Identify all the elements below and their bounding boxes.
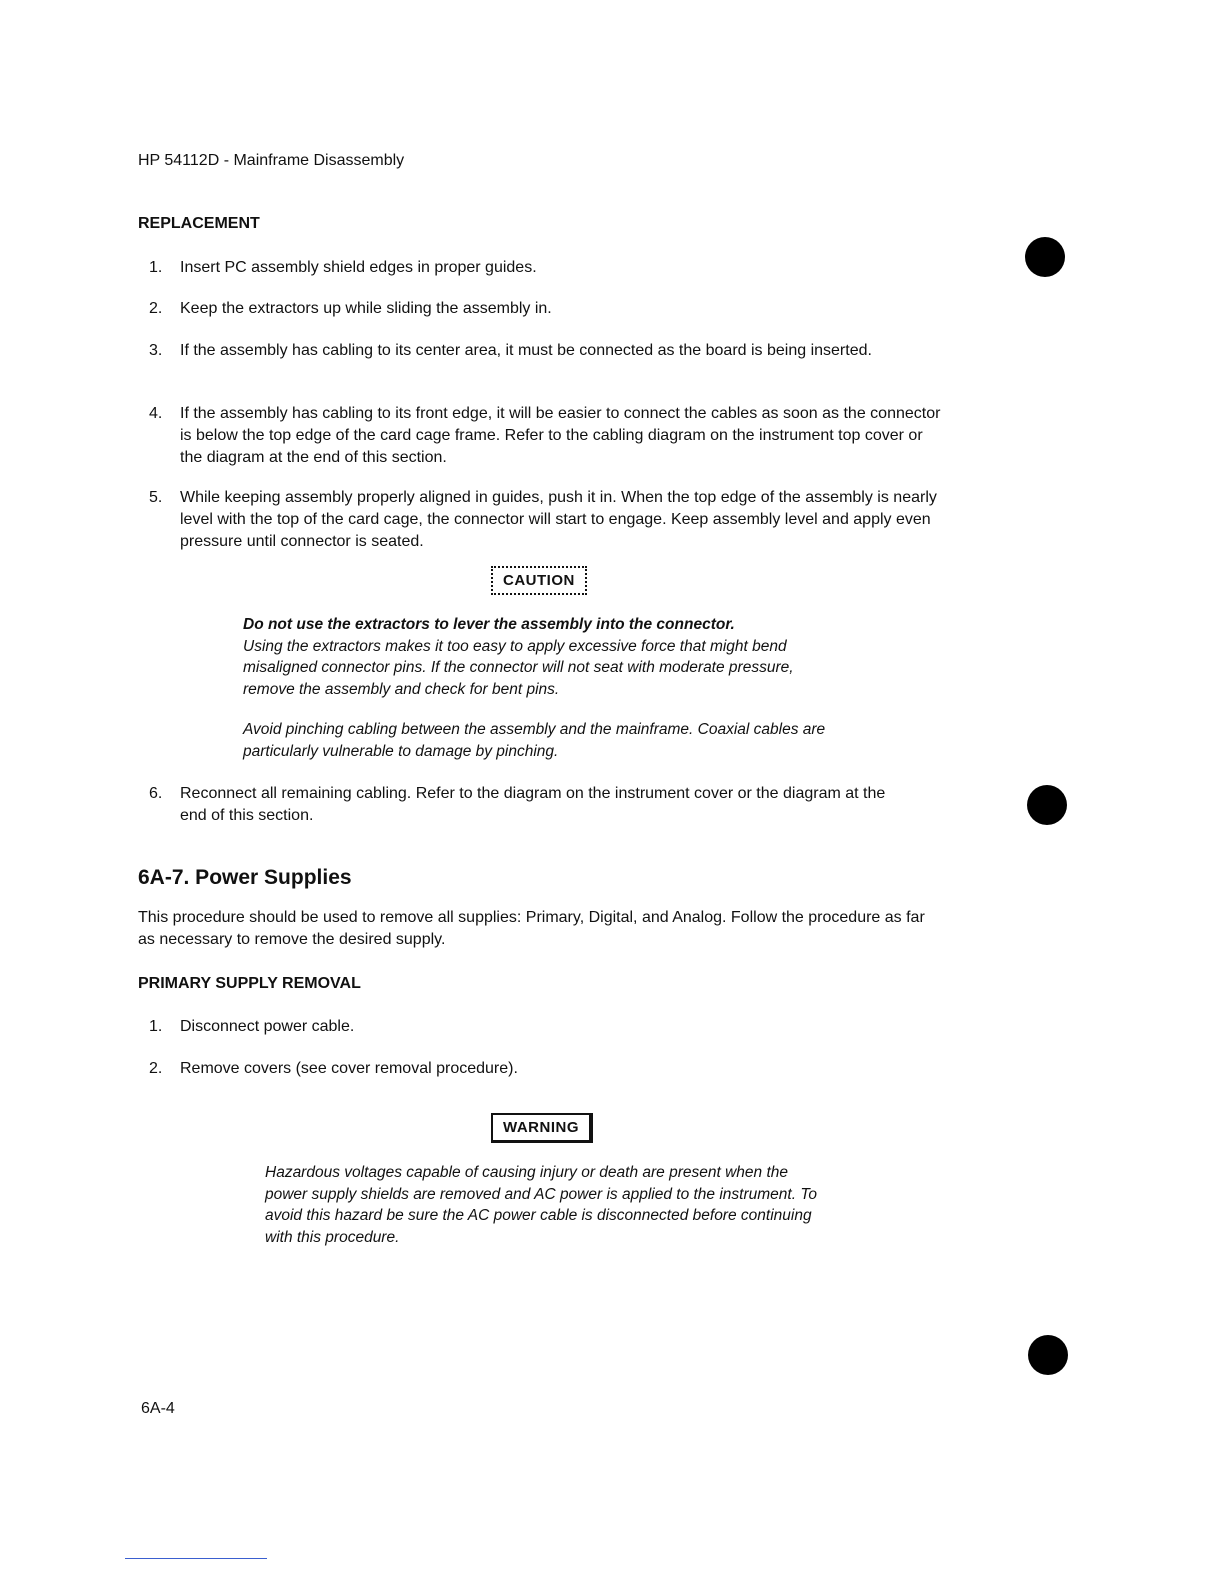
step-number: 4. [149, 405, 163, 422]
step-text: Reconnect all remaining cabling. Refer to the diagram on the instrument cover or the diagram at the end of this section. [180, 785, 886, 824]
list-item [149, 1058, 949, 1080]
step-number: 3. [149, 342, 163, 359]
list-item [149, 783, 909, 827]
list-item [149, 1016, 949, 1038]
caution-paragraph: Using the extractors makes it too easy to apply excessive force that might bend misaligned connector pins. If the connector will not seat with moderate pressure, remove the assembly and check for bent pins. [243, 637, 794, 698]
primary-supply-heading: PRIMARY SUPPLY REMOVAL [138, 975, 361, 992]
step-text: Keep the extractors up while sliding the assembly in. [180, 300, 552, 317]
step-number: 5. [149, 489, 163, 506]
section-title: 6A-7. Power Supplies [138, 866, 352, 889]
caution-paragraph: Avoid pinching cabling between the assembly and the mainframe. Coaxial cables are particularly vulnerable to damage by pinching. [243, 721, 826, 760]
scan-line [125, 1558, 267, 1559]
step-text: Insert PC assembly shield edges in proper guides. [180, 259, 537, 276]
list-item [149, 298, 949, 320]
caution-label: CAUTION [491, 566, 587, 595]
warning-label: WARNING [491, 1113, 593, 1143]
punch-hole [1028, 1335, 1068, 1375]
caution-bold-line: Do not use the extractors to lever the assembly into the connector. [243, 616, 735, 633]
step-number: 2. [149, 300, 163, 317]
section-intro: This procedure should be used to remove all supplies: Primary, Digital, and Analog. Follow the procedure as far as necessary to remove the desired supply. [138, 909, 925, 948]
step-number: 1. [149, 1018, 163, 1035]
page-header: HP 54112D - Mainframe Disassembly [138, 152, 405, 169]
caution-text [243, 614, 843, 700]
step-text: If the assembly has cabling to its front edge, it will be easier to connect the cables as soon as the connector is below the top edge of the card cage frame. Refer to the cabling diagram on the instrument top cover or the diagram at the end of this section. [180, 405, 941, 466]
step-text: Disconnect power cable. [180, 1018, 355, 1035]
step-text: While keeping assembly properly aligned in guides, push it in. When the top edge of the assembly is nearly level with the top of the card cage, the connector will start to engage. Keep assembly level and apply even pressure until connector is seated. [180, 489, 937, 550]
replacement-heading: REPLACEMENT [138, 215, 260, 232]
step-text: Remove covers (see cover removal procedure). [180, 1060, 518, 1077]
step-number: 2. [149, 1060, 163, 1077]
punch-hole [1027, 785, 1067, 825]
page-number: 6A-4 [141, 1400, 175, 1417]
list-item [149, 257, 949, 279]
punch-hole [1025, 237, 1065, 277]
step-number: 1. [149, 259, 163, 276]
step-number: 6. [149, 785, 163, 802]
warning-text: Hazardous voltages capable of causing injury or death are present when the power supply shields are removed and AC power is applied to the instrument. To avoid this hazard be sure the AC power cable is disconnected before continuing with this procedure. [265, 1164, 817, 1246]
list-item [149, 403, 949, 469]
list-item [149, 340, 909, 362]
step-text: If the assembly has cabling to its center area, it must be connected as the board is being inserted. [180, 342, 872, 359]
list-item [149, 487, 949, 553]
